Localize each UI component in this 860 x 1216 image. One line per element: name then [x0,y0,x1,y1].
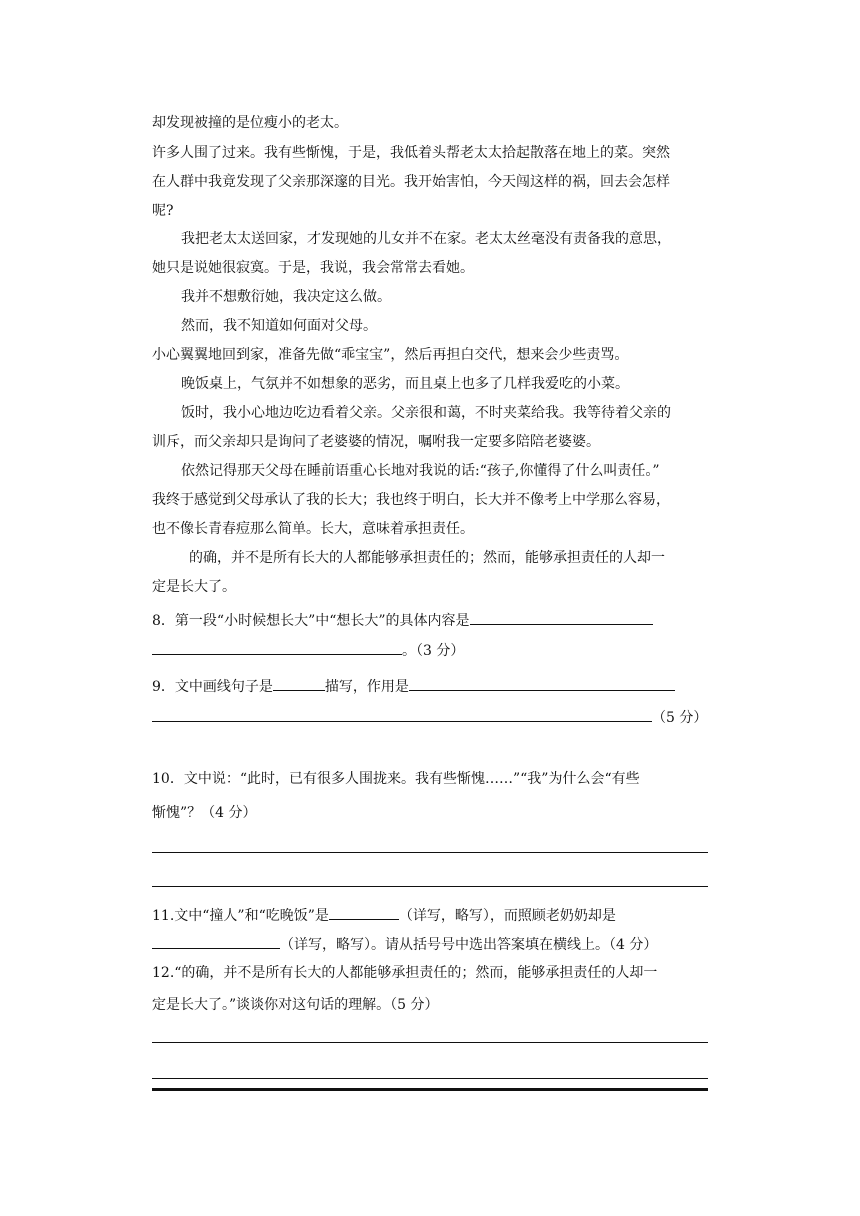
story-line: 我把老太太送回家，才发现她的儿女并不在家。老太太丝毫没有责备我的意思， [181,231,671,247]
question-10-cont: 惭愧”？（4 分） [152,805,257,821]
page-bottom-rule [152,1088,708,1091]
question-9-cont [152,707,707,728]
question-11 [152,905,616,926]
question-11-text3: （详写，略写）。请从括号号中选出答案填在横线上。（4 分） [280,937,658,953]
story-line: 训斥，而父亲却只是询问了老婆婆的情况，嘱咐我一定要多陪陪老婆婆。 [152,434,600,450]
question-8-score: 。（3 分） [402,643,465,659]
answer-line[interactable] [152,852,708,853]
story-line: 定是长大了。 [152,579,236,595]
story-line: 我并不想敷衍她，我决定这么做。 [181,289,391,305]
story-line: 小心翼翼地回到家，准备先做“乖宝宝”，然后再担白交代，想来会少些责骂。 [152,347,629,363]
answer-blank-9a[interactable] [273,676,325,691]
question-11-cont [152,934,657,955]
story-line: 依然记得那天父母在睡前语重心长地对我说的话:“孩子,你懂得了什么叫责任。” [181,463,660,479]
story-line: 饭时，我小心地边吃边看着父亲。父亲很和蔼，不时夹菜给我。我等待着父亲的 [181,405,671,421]
question-8 [152,610,653,631]
story-line: 我终于感觉到父母承认了我的长大；我也终于明白，长大并不像考上中学那么容易， [152,492,670,508]
answer-blank-9c[interactable] [152,707,652,722]
answer-blank-11b[interactable] [152,934,280,949]
question-11-text: 11.文中“撞人”和“吃晚饭”是 [152,908,329,924]
story-line: 然而，我不知道如何面对父母。 [181,318,377,334]
question-10: 10．文中说：“此时，已有很多人围拢来。我有些惭愧……”“我”为什么会“有些 [152,771,640,787]
answer-line[interactable] [152,1042,708,1043]
answer-blank-8b[interactable] [152,640,402,655]
answer-blank-11a[interactable] [329,905,399,920]
story-line: 也不像长青春痘那么简单。长大，意味着承担责任。 [152,521,474,537]
story-line: 她只是说她很寂寞。于是，我说，我会常常去看她。 [152,260,474,276]
question-8-cont [152,640,464,661]
story-line: 的确，并不是所有长大的人都能够承担责任的；然而，能够承担责任的人却一 [189,550,665,566]
question-12-cont: 定是长大了。”谈谈你对这句话的理解。（5 分） [152,997,439,1013]
answer-blank-8a[interactable] [470,610,653,625]
story-line: 在人群中我竟发现了父亲那深邃的目光。我开始害怕，今天闯这样的祸，回去会怎样 [152,174,670,190]
story-line: 晚饭桌上，气氛并不如想象的恶劣，而且桌上也多了几样我爱吃的小菜。 [181,376,629,392]
answer-blank-9b[interactable] [409,676,675,691]
answer-line[interactable] [152,1078,708,1079]
question-9 [152,676,675,697]
story-line: 许多人围了过来。我有些惭愧，于是，我低着头帮老太太拾起散落在地上的菜。突然 [152,145,670,161]
story-line: 呢? [152,203,174,219]
story-line: 却发现被撞的是位瘦小的老太。 [152,115,348,131]
answer-line[interactable] [152,886,708,887]
question-11-text2: （详写，略写），而照顾老奶奶却是 [398,908,616,924]
question-8-text: 8．第一段“小时候想长大”中“想长大”的具体内容是 [152,613,470,629]
question-9-text2: 描写，作用是 [324,679,409,695]
question-9-text: 9．文中画线句子是 [152,679,273,695]
question-9-score: （5 分） [652,710,708,726]
question-12: 12.“的确，并不是所有长大的人都能够承担责任的；然而，能够承担责任的人却一 [152,965,658,981]
